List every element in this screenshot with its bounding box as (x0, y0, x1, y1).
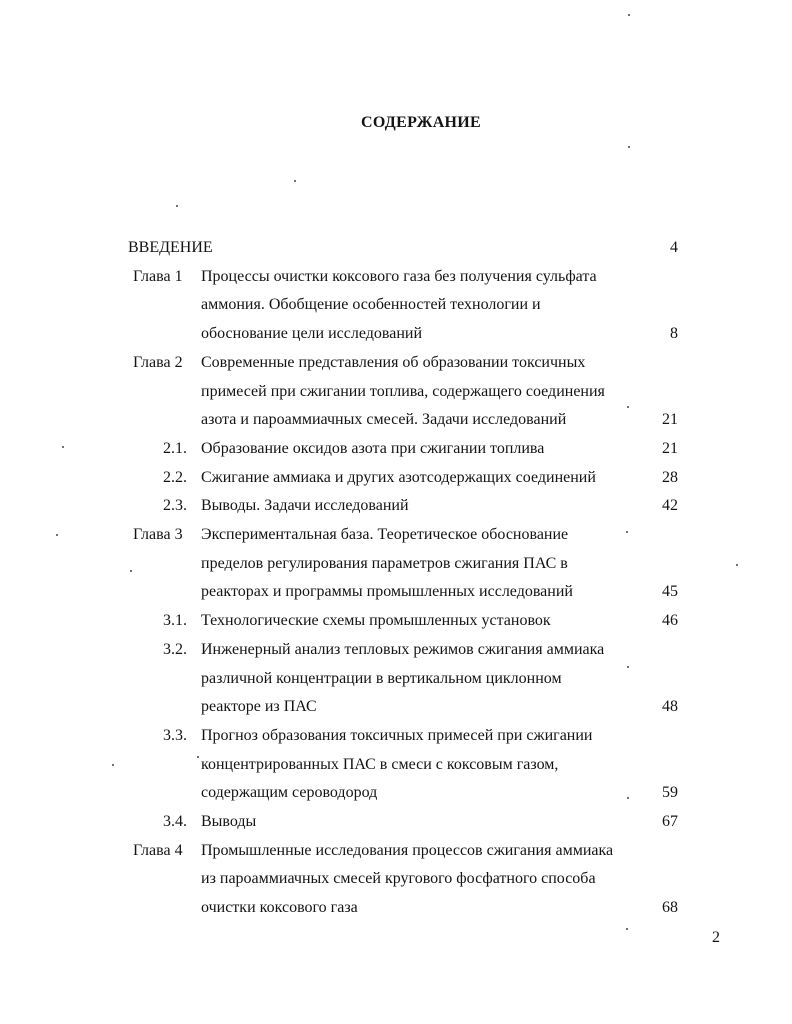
scan-speck (628, 14, 630, 16)
toc-entry-text-line: примесей при сжигании топлива, содержащего соединения (201, 382, 605, 400)
scan-speck (627, 797, 629, 799)
toc-entry-text-line: Современные представления об образовании токсичных (201, 353, 586, 371)
toc-entry-label: ВВЕДЕНИЕ (128, 239, 213, 256)
toc-entry-label: 2.3. (163, 497, 187, 515)
toc-entry-text-line: Выводы (201, 813, 257, 830)
toc-entry-page: 46 (662, 612, 678, 630)
scan-speck (626, 928, 628, 930)
toc-entry-text-line: из пароаммиачных смесей кругового фосфатного способа (201, 870, 596, 888)
toc-entry-text-line: содержащим сероводород (201, 784, 378, 802)
toc-entry-page: 28 (662, 468, 678, 486)
toc-entry-label: Глава 3 (133, 526, 183, 543)
page-title: СОДЕРЖАНИЕ (360, 114, 482, 131)
toc-entry-text-line: Сжигание аммиака и других азотсодержащих соединений (201, 468, 596, 486)
toc-entry-text-line: пределов регулирования параметров сжигания ПАС в (201, 554, 568, 572)
scan-speck (197, 756, 199, 758)
toc-entry-text-line: Процессы очистки коксового газа без получения сульфата (201, 267, 597, 285)
toc-entry-page: 68 (662, 899, 678, 917)
toc-entry-text-line: концентрированных ПАС в смеси с коксовым газом, (201, 755, 559, 773)
toc-entry-text-line: Образование оксидов азота при сжигании топлива (201, 439, 545, 457)
toc-entry-page: 8 (670, 325, 678, 343)
scan-speck (112, 764, 114, 766)
toc-entry-page: 48 (662, 698, 678, 716)
toc-entry-page: 4 (670, 239, 678, 256)
toc-entry-text-line: различной концентрации в вертикальном циклонном (201, 669, 562, 687)
scan-speck (626, 531, 628, 533)
scan-speck (628, 146, 630, 148)
toc-entry-text-line: азота и пароаммиачных смесей. Задачи исследований (201, 411, 567, 429)
scan-speck (62, 446, 64, 448)
toc-entry-label: 3.3. (163, 726, 187, 744)
toc-entry-text-line: Экспериментальная база. Теоретическое обоснование (201, 526, 569, 543)
toc-entry-text-line: обоснование цели исследований (201, 325, 422, 343)
scan-speck (130, 570, 132, 572)
toc-entry-label: Глава 2 (133, 353, 183, 371)
toc-entry-page: 67 (662, 813, 678, 830)
toc-entry-page: 59 (662, 784, 678, 802)
toc-entry-page: 21 (662, 411, 678, 429)
scan-speck (56, 534, 58, 536)
toc-entry-text-line: Инженерный анализ тепловых режимов сжигания аммиака (201, 640, 605, 658)
toc-entry-label: 2.1. (163, 439, 187, 457)
scan-speck (176, 205, 178, 207)
toc-entry-text-line: реакторе из ПАС (201, 698, 317, 716)
toc-entry-label: Глава 4 (133, 841, 183, 859)
toc-entry-label: 3.4. (163, 813, 187, 830)
toc-entry-page: 42 (662, 497, 678, 515)
toc-entry-text-line: Технологические схемы промышленных установок (201, 612, 551, 630)
toc-entry-text-line: Прогноз образования токсичных примесей при сжигании (201, 726, 593, 744)
toc-entry-text-line: реакторах и программы промышленных исследований (201, 583, 573, 601)
scan-speck (736, 564, 738, 566)
toc-entry-label: Глава 1 (133, 267, 183, 285)
toc-entry-label: 2.2. (163, 468, 187, 486)
toc-entry-label: 3.2. (163, 640, 187, 658)
scan-speck (627, 666, 629, 668)
toc-entry-text-line: Промышленные исследования процессов сжигания аммиака (201, 841, 614, 859)
toc-entry-page: 45 (662, 583, 678, 601)
toc-entry-text-line: аммония. Обобщение особенностей технологии и (201, 296, 541, 314)
scan-speck (627, 406, 629, 408)
toc-entry-text-line: очистки коксового газа (201, 899, 358, 917)
toc-entry-label: 3.1. (163, 612, 187, 630)
toc-entry-page: 21 (662, 439, 678, 457)
toc-entry-text-line: Выводы. Задачи исследований (201, 497, 409, 515)
scan-speck (294, 180, 296, 182)
page-number: 2 (712, 929, 720, 946)
